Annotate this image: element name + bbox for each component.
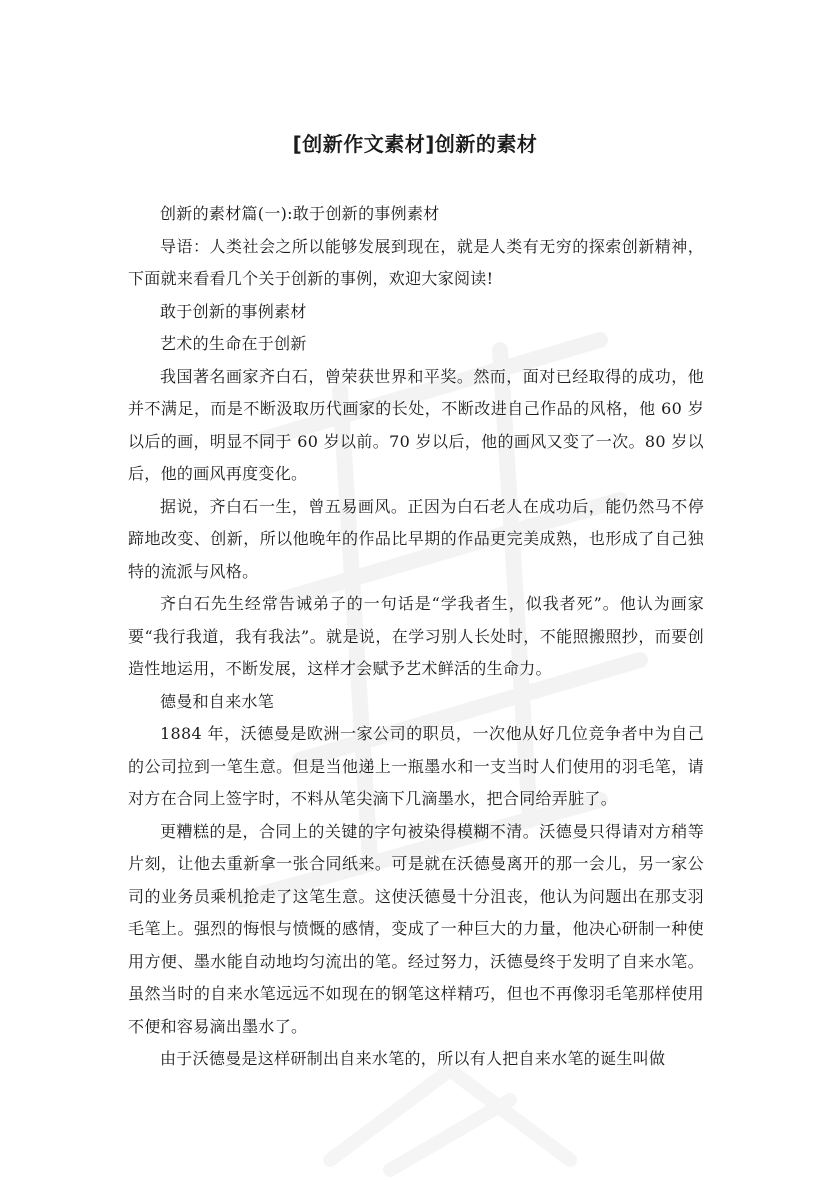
- body-paragraph: 更糟糕的是，合同上的关键的字句被染得模糊不清。沃德曼只得请对方稍等片刻，让他去重新拿一张合同纸来。可是就在沃德曼离开的那一会儿，另一家公司的业务员乘机抢走了这笔生意。这使沃德曼十分沮丧，他认为问题出在那支羽毛笔上。强烈的悔恨与愤慨的感情，变成了一种巨大的力量，他决心研制一种使用方便、墨水能自动地均匀流出的笔。经过努力，沃德曼终于发明了自来水笔。虽然当时的自来水笔远远不如现在的钢笔这样精巧，但也不再像羽毛笔那样使用不便和容易滴出墨水了。: [128, 821, 704, 1036]
- body-paragraph: 齐白石先生经常告诫弟子的一句话是“学我者生，似我者死”。他认为画家要“我行我道，我有我法”。就是说，在学习别人长处时，不能照搬照抄，而要创造性地运用，不断发展，这样才会赋予艺术鲜活的生命力。: [128, 594, 704, 678]
- body-paragraph: 1884 年，沃德曼是欧洲一家公司的职员，一次他从好几位竞争者中为自己的公司拉到一笔生意。但是当他递上一瓶墨水和一支当时人们使用的羽毛笔，请对方在合同上签字时，不料从笔尖滴下几滴墨水，把合同给弄脏了。: [128, 724, 704, 808]
- section-heading: 创新的素材篇(一):敢于创新的事例素材: [160, 204, 440, 223]
- document-title: [创新作文素材]创新的素材: [292, 132, 538, 156]
- body-paragraph: 由于沃德曼是这样研制出自来水笔的，所以有人把自来水笔的诞生叫做: [160, 1049, 666, 1068]
- body-paragraph: 我国著名画家齐白石，曾荣获世界和平奖。然而，面对已经取得的成功，他并不满足，而是不断汲取历代画家的长处，不断改进自己作品的风格，他 60 岁以后的画，明显不同于 60 岁以前。70 岁以后，他的画风又变了一次。80 岁以后，他的画风再度变化。: [128, 366, 704, 483]
- document-body: [128, 198, 704, 1076]
- body-paragraph: 据说，齐白石一生，曾五易画风。正因为白石老人在成功后，能仍然马不停蹄地改变、创新，所以他晚年的作品比早期的作品更完美成熟，也形成了自己独特的流派与风格。: [128, 496, 704, 581]
- story-title: 德曼和自来水笔: [160, 691, 275, 711]
- intro-paragraph: 导语：人类社会之所以能够发展到现在，就是人类有无穷的探索创新精神，下面就来看看几个关于创新的事例，欢迎大家阅读!: [128, 236, 704, 288]
- subheading: 敢于创新的事例素材: [160, 301, 307, 321]
- story-title: 艺术的生命在于创新: [160, 334, 307, 353]
